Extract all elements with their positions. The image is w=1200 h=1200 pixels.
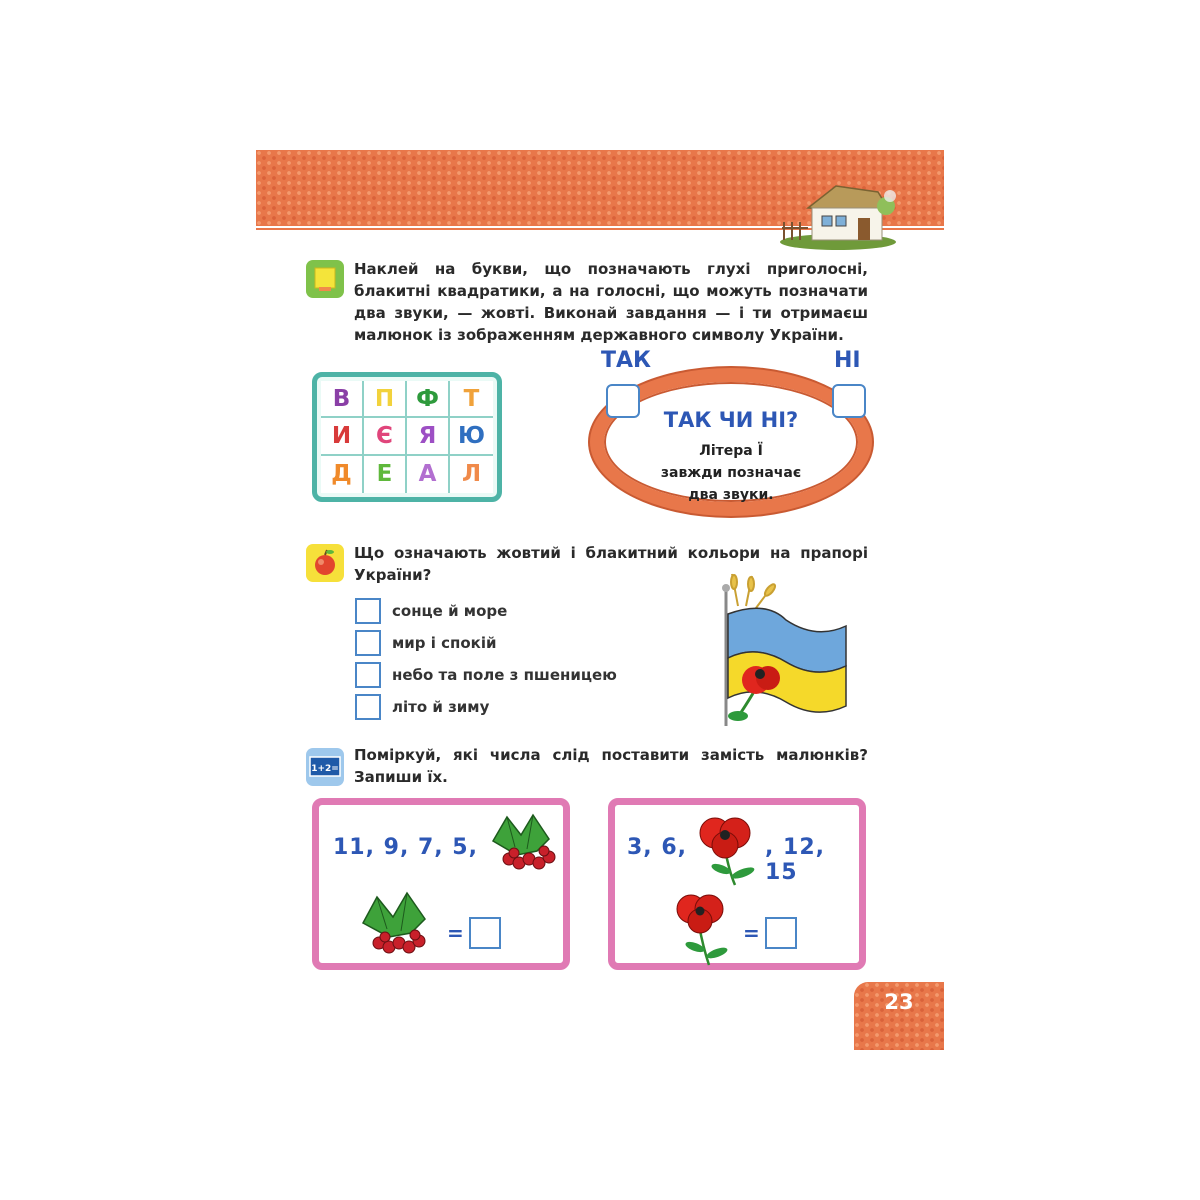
letter: Ф — [416, 385, 439, 412]
letter-cell[interactable] — [364, 456, 407, 493]
viburnum-icon — [359, 887, 439, 957]
letter: И — [331, 422, 352, 449]
statement-line-2: завжди позначає — [660, 465, 802, 481]
letter-cell[interactable] — [407, 418, 450, 455]
yes-no-title: ТАК ЧИ НІ? — [663, 408, 799, 432]
cottage-icon — [778, 178, 898, 250]
option-checkbox[interactable] — [355, 662, 381, 688]
letter: Д — [331, 461, 352, 488]
page-number: 23 — [854, 982, 944, 1050]
letter-cell[interactable] — [364, 418, 407, 455]
poppy-icon — [691, 811, 771, 887]
option-checkbox[interactable] — [355, 630, 381, 656]
workbook-page — [256, 150, 944, 1050]
letter: Т — [463, 385, 480, 412]
yes-label: ТАК — [601, 348, 652, 373]
task2-question: Що означають жовтий і блакитний кольори на прапорі України? — [354, 544, 868, 584]
option-label: мир і спокій — [392, 634, 497, 652]
apple-icon — [306, 544, 344, 582]
option-label: сонце й море — [392, 602, 508, 620]
letter: В — [332, 385, 351, 412]
letter-cell[interactable] — [407, 381, 450, 418]
letter: Е — [376, 461, 393, 488]
yes-no-statement — [604, 440, 858, 506]
equals-sign: = — [743, 921, 760, 945]
letter-cell[interactable] — [321, 456, 364, 493]
letter-cell[interactable] — [407, 456, 450, 493]
sequence-2-end: , 12, 15 — [765, 835, 825, 885]
letter: П — [374, 385, 395, 412]
option-label: літо й зиму — [392, 698, 490, 716]
letter-cell[interactable] — [321, 418, 364, 455]
sticker-icon — [306, 260, 344, 298]
statement-line-3: два звуки. — [688, 487, 774, 503]
sequence-puzzle-1 — [312, 798, 570, 970]
letter: Ю — [458, 422, 485, 449]
yes-checkbox[interactable] — [606, 384, 640, 418]
letter: Л — [461, 461, 482, 488]
letter: Є — [376, 422, 393, 449]
ukraine-flag-icon — [716, 570, 856, 730]
option-label: небо та поле з пшеницею — [392, 666, 617, 684]
equals-sign: = — [447, 921, 464, 945]
letter-grid — [312, 372, 502, 502]
letter-cell[interactable] — [321, 381, 364, 418]
letter: Я — [418, 422, 437, 449]
option-checkbox[interactable] — [355, 598, 381, 624]
task3-instruction: Поміркуй, які числа слід поставити замість малюнків? Запиши їх. — [354, 746, 868, 786]
task1-instruction: Наклей на букви, що позначають глухі приголосні, блакитні квадратики, а на голосні, що можуть позначати два звуки, — жовті. Виконай завдання — і ти отримаєш малюнок із зображенням державного символу України. — [354, 260, 868, 344]
viburnum-icon — [487, 811, 561, 873]
statement-line-1: Літера Ї — [699, 443, 763, 459]
math-board-icon — [306, 748, 344, 786]
poppy-icon — [669, 889, 741, 967]
letter-cell[interactable] — [450, 418, 493, 455]
sequence-2-start: 3, 6, — [627, 835, 687, 860]
letter-cell[interactable] — [450, 381, 493, 418]
answer-box-1[interactable] — [469, 917, 501, 949]
sequence-puzzle-2 — [608, 798, 866, 970]
sequence-1: 11, 9, 7, 5, — [333, 835, 478, 860]
option-checkbox[interactable] — [355, 694, 381, 720]
letter: А — [418, 461, 437, 488]
letter-cell[interactable] — [450, 456, 493, 493]
answer-box-2[interactable] — [765, 917, 797, 949]
no-checkbox[interactable] — [832, 384, 866, 418]
letter-cell[interactable] — [364, 381, 407, 418]
no-label: НІ — [834, 348, 861, 373]
math-board-label: 1+2= — [311, 764, 339, 774]
